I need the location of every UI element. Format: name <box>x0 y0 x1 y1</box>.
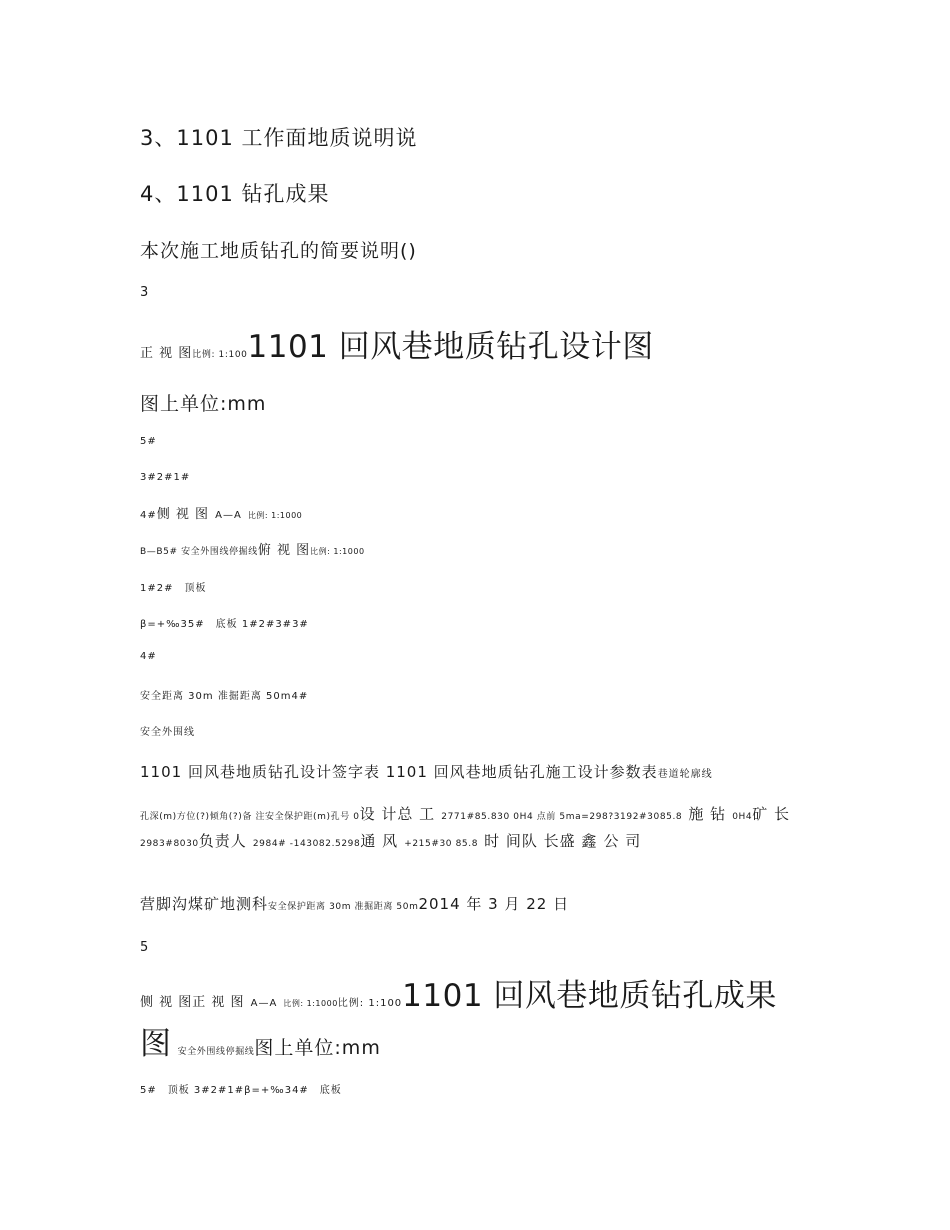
roadway-outline-label: 巷道轮廓线 <box>657 769 713 780</box>
chief-engineer-label: 设 计总 工 <box>359 805 436 823</box>
person-in-charge-label: 负责人 <box>198 832 247 850</box>
drilling-label: 施 钻 <box>688 805 727 823</box>
safety-perimeter-stop-label: 安全外围线停掘线 <box>177 1047 255 1057</box>
company-label: 公 司 <box>603 832 642 850</box>
side-view-line <box>140 503 302 522</box>
parameter-table-text <box>140 802 800 856</box>
time-team-leader-label: 时 间队 长盛 鑫 <box>484 832 598 850</box>
safety-distance-line: 安全距离 30m 准掘距离 50m4# <box>140 691 309 702</box>
table-values-5: +215#30 85.8 <box>404 839 479 849</box>
design-drawing-title: 1101 回风巷地质钻孔设计图 <box>247 329 654 365</box>
results-drawing-title-line <box>140 976 800 1072</box>
section-aa-label: A—A <box>250 998 278 1009</box>
department-label: 营脚沟煤矿地测科 <box>140 895 269 913</box>
signature-date-line <box>140 893 569 914</box>
top-view-line <box>140 539 365 558</box>
results-drawing-title-end: 图 <box>140 1026 172 1062</box>
section-bb-label: B—B5# 安全外围线停掘线 <box>140 547 258 557</box>
unit-label: 图上单位:mm <box>140 393 267 415</box>
table-values-3: 2983#8030 <box>140 839 199 849</box>
roof-floor-label-line: 5# 顶板 3#2#1#β=+‰34# 底板 <box>140 1085 342 1096</box>
hole-labels-321: 3#2#1# <box>140 472 191 483</box>
sign-table-title: 1101 回风巷地质钻孔设计签字表 1101 回风巷地质钻孔施工设计参数表 <box>140 763 658 781</box>
unit-label-2: 图上单位:mm <box>254 1037 381 1059</box>
table-values-2: 0H4 <box>732 812 753 822</box>
ventilation-label: 通 风 <box>360 832 399 850</box>
table-values-1: 2771#85.830 0H4 点前 5ma=298?3192#3085.8 <box>441 812 683 822</box>
mine-director-label: 矿 长 <box>752 805 791 823</box>
front-view-label: 正 视 图 <box>140 346 193 361</box>
scale-label: 比例: 1:1000 <box>247 511 303 520</box>
page-number-5: 5 <box>140 940 150 955</box>
results-drawing-title: 1101 回风巷地质钻孔成果 <box>402 978 777 1014</box>
safety-distance-note: 安全保护距离 30m 准掘距离 50m <box>268 902 419 912</box>
drilling-summary-title: 本次施工地质钻孔的简要说明() <box>140 240 417 262</box>
hole-label-5: 5# <box>140 436 157 447</box>
section-aa-label: A—A <box>215 510 242 521</box>
table-values-4: 2984# -143082.5298 <box>252 839 361 849</box>
heading-drill-results: 4、1101 钻孔成果 <box>140 182 330 206</box>
sign-table-title-line <box>140 761 713 782</box>
page-number-3: 3 <box>140 285 150 300</box>
side-view-label: 侧 视 图 <box>156 507 210 522</box>
scale-label-2: 比例: 1:100 <box>337 998 403 1009</box>
scale-label: 比例: 1:1000 <box>310 547 365 556</box>
safety-perimeter-label: 安全外围线 <box>140 727 195 738</box>
heading-geology-description: 3、1101 工作面地质说明说 <box>140 126 418 150</box>
floor-label-line: β=+‰35# 底板 1#2#3#3# <box>140 619 309 630</box>
roof-label-line: 1#2# 顶板 <box>140 583 207 594</box>
hole-label-4b: 4# <box>140 651 157 662</box>
view-labels: 侧 视 图正 视 图 <box>140 995 245 1010</box>
scale-label: 比例: 1:1000 <box>283 999 338 1008</box>
top-view-label: 俯 视 图 <box>257 543 311 558</box>
hole-label-4: 4# <box>140 510 157 521</box>
date-label: 2014 年 3 月 22 日 <box>418 895 570 913</box>
design-drawing-title-line <box>140 321 654 366</box>
table-header-text: 孔深(m)方位(?)倾角(?)备 注安全保护距(m)孔号 0 <box>140 812 360 822</box>
scale-label: 比例: 1:100 <box>192 350 248 360</box>
